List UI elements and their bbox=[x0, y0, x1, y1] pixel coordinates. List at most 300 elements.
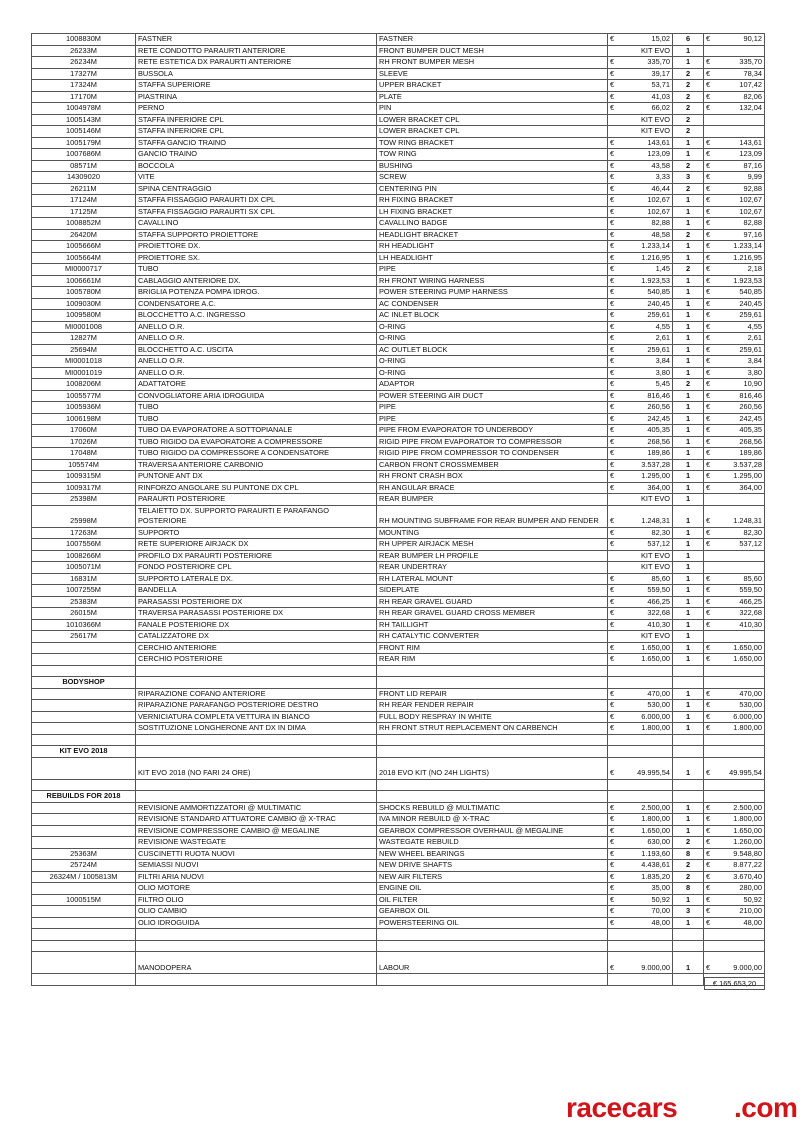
english-description-cell: PIPE bbox=[377, 413, 608, 425]
euro-sign: € bbox=[706, 402, 711, 411]
unit-price-cell bbox=[608, 183, 673, 195]
quantity-cell: 1 bbox=[673, 241, 704, 253]
english-description-cell: RH FRONT CRASH BOX bbox=[377, 471, 608, 483]
part-code-cell: 105574M bbox=[32, 459, 136, 471]
part-code-cell bbox=[32, 940, 136, 952]
table-row bbox=[32, 80, 765, 92]
line-total-cell bbox=[704, 114, 765, 126]
unit-price-cell bbox=[608, 45, 673, 57]
unit-price-value: 242,45 bbox=[647, 413, 670, 423]
english-description-cell bbox=[377, 665, 608, 677]
unit-price-value: 1.650,00 bbox=[641, 825, 670, 835]
line-total-value: 9,99 bbox=[747, 172, 762, 181]
euro-sign: € bbox=[706, 287, 711, 296]
italian-description-cell: TELAIETTO DX. SUPPORTO PARAURTI E PARAFANGO POSTERIORE bbox=[136, 505, 377, 527]
english-description-cell: O-RING bbox=[377, 367, 608, 379]
part-code-cell: 1009317M bbox=[32, 482, 136, 494]
euro-sign: € bbox=[610, 310, 615, 319]
english-description-cell: PIPE bbox=[377, 402, 608, 414]
table-row bbox=[32, 848, 765, 860]
euro-sign: € bbox=[610, 344, 615, 354]
italian-description-cell: TRAVERSA PARASASSI POSTERIORE DX bbox=[136, 608, 377, 620]
unit-price-value: KIT EVO bbox=[640, 550, 670, 560]
italian-description-cell: RETE CONDOTTO PARAURTI ANTERIORE bbox=[136, 45, 377, 57]
euro-sign: € bbox=[706, 275, 711, 285]
table-row bbox=[32, 195, 765, 207]
part-code-cell: BODYSHOP bbox=[32, 677, 136, 689]
english-description-cell: RH FRONT STRUT REPLACEMENT ON CARBENCH bbox=[377, 723, 608, 735]
table-row bbox=[32, 505, 765, 527]
parts-table bbox=[31, 33, 765, 986]
line-total-value: 410,30 bbox=[739, 619, 762, 629]
line-total-cell bbox=[704, 871, 765, 883]
italian-description-cell: BRIGLIA POTENZA POMPA IDROG. bbox=[136, 287, 377, 299]
english-description-cell: RH REAR GRAVEL GUARD bbox=[377, 596, 608, 608]
quantity-cell: 1 bbox=[673, 448, 704, 460]
table-row bbox=[32, 183, 765, 195]
euro-sign: € bbox=[706, 837, 711, 846]
line-total-value: 97,16 bbox=[743, 229, 762, 239]
part-code-cell: MI0001018 bbox=[32, 356, 136, 368]
euro-sign: € bbox=[610, 814, 615, 823]
english-description-cell: CAVALLINO BADGE bbox=[377, 218, 608, 230]
italian-description-cell: PUNTONE ANT DX bbox=[136, 471, 377, 483]
line-total-value: 364,00 bbox=[739, 482, 762, 492]
euro-sign: € bbox=[610, 436, 615, 446]
unit-price-value: 3,84 bbox=[655, 356, 670, 365]
unit-price-value: 123,09 bbox=[647, 149, 670, 158]
part-code-cell bbox=[32, 642, 136, 654]
line-total-cell bbox=[704, 746, 765, 758]
english-description-cell: LABOUR bbox=[377, 952, 608, 974]
euro-sign: € bbox=[706, 654, 711, 663]
table-row bbox=[32, 654, 765, 666]
italian-description-cell: CERCHIO POSTERIORE bbox=[136, 654, 377, 666]
italian-description-cell bbox=[136, 940, 377, 952]
part-code-cell: 1005936M bbox=[32, 402, 136, 414]
line-total-cell bbox=[704, 160, 765, 172]
english-description-cell: TOW RING bbox=[377, 149, 608, 161]
unit-price-cell bbox=[608, 57, 673, 69]
english-description-cell: RH REAR FENDER REPAIR bbox=[377, 700, 608, 712]
italian-description-cell: OLIO IDROGUIDA bbox=[136, 917, 377, 929]
line-total-cell bbox=[704, 654, 765, 666]
unit-price-value: 1.295,00 bbox=[641, 471, 670, 480]
part-code-cell: 1005179M bbox=[32, 137, 136, 149]
line-total-value: 82,30 bbox=[743, 527, 762, 537]
italian-description-cell bbox=[136, 665, 377, 677]
quantity-cell bbox=[673, 779, 704, 791]
euro-sign: € bbox=[706, 425, 711, 434]
table-row bbox=[32, 940, 765, 952]
italian-description-cell bbox=[136, 677, 377, 689]
english-description-cell: POWER STEERING AIR DUCT bbox=[377, 390, 608, 402]
english-description-cell: POWERSTEERING OIL bbox=[377, 917, 608, 929]
part-code-cell: 26234M bbox=[32, 57, 136, 69]
italian-description-cell: REVISIONE COMPRESSORE CAMBIO @ MEGALINE bbox=[136, 825, 377, 837]
table-row bbox=[32, 344, 765, 356]
line-total-cell bbox=[704, 917, 765, 929]
italian-description-cell: STAFFA SUPPORTO PROIETTORE bbox=[136, 229, 377, 241]
line-total-cell bbox=[704, 218, 765, 230]
line-total-value: 1.923,53 bbox=[733, 275, 762, 285]
unit-price-value: 102,67 bbox=[647, 206, 670, 216]
part-code-cell bbox=[32, 734, 136, 746]
unit-price-cell bbox=[608, 310, 673, 322]
part-code-cell bbox=[32, 917, 136, 929]
euro-sign: € bbox=[706, 195, 711, 204]
euro-sign: € bbox=[706, 860, 711, 869]
euro-sign: € bbox=[610, 356, 615, 365]
italian-description-cell: CATALIZZATORE DX bbox=[136, 631, 377, 643]
quantity-cell: 1 bbox=[673, 344, 704, 356]
euro-sign: € bbox=[706, 218, 711, 227]
english-description-cell: HEADLIGHT BRACKET bbox=[377, 229, 608, 241]
unit-price-value: KIT EVO bbox=[640, 562, 670, 571]
euro-sign: € bbox=[610, 459, 615, 469]
quantity-cell: 1 bbox=[673, 298, 704, 310]
euro-sign: € bbox=[610, 596, 615, 606]
italian-description-cell: REVISIONE AMMORTIZZATORI @ MULTIMATIC bbox=[136, 802, 377, 814]
euro-sign: € bbox=[706, 413, 711, 423]
unit-price-cell bbox=[608, 252, 673, 264]
euro-sign: € bbox=[610, 962, 615, 972]
euro-sign: € bbox=[706, 91, 711, 101]
euro-sign: € bbox=[706, 768, 711, 777]
italian-description-cell: FONDO POSTERIORE CPL bbox=[136, 562, 377, 574]
line-total-value: 259,61 bbox=[739, 310, 762, 319]
unit-price-cell bbox=[608, 952, 673, 974]
quantity-cell: 1 bbox=[673, 619, 704, 631]
quantity-cell: 1 bbox=[673, 700, 704, 712]
line-total-cell bbox=[704, 562, 765, 574]
english-description-cell: RH FIXING BRACKET bbox=[377, 195, 608, 207]
line-total-value: 466,25 bbox=[739, 596, 762, 606]
line-total-value: 1.650,00 bbox=[733, 654, 762, 663]
section-row bbox=[32, 677, 765, 689]
unit-price-cell bbox=[608, 585, 673, 597]
line-total-cell bbox=[704, 206, 765, 218]
unit-price-cell bbox=[608, 494, 673, 506]
euro-sign: € bbox=[610, 252, 615, 262]
unit-price-cell bbox=[608, 298, 673, 310]
euro-sign: € bbox=[610, 871, 615, 881]
euro-sign: € bbox=[610, 608, 615, 617]
quantity-cell: 3 bbox=[673, 172, 704, 184]
euro-sign: € bbox=[706, 172, 711, 181]
part-code-cell: 1009315M bbox=[32, 471, 136, 483]
euro-sign: € bbox=[610, 642, 615, 652]
unit-price-value: 1.233,14 bbox=[641, 241, 670, 250]
part-code-cell: 26015M bbox=[32, 608, 136, 620]
english-description-cell bbox=[377, 791, 608, 803]
english-description-cell: TOW RING BRACKET bbox=[377, 137, 608, 149]
unit-price-cell bbox=[608, 539, 673, 551]
quantity-cell: 2 bbox=[673, 379, 704, 391]
euro-sign: € bbox=[610, 298, 615, 308]
table-row bbox=[32, 482, 765, 494]
unit-price-cell bbox=[608, 791, 673, 803]
part-code-cell bbox=[32, 779, 136, 791]
unit-price-cell bbox=[608, 906, 673, 918]
line-total-value: 82,06 bbox=[743, 91, 762, 101]
part-code-cell: 17124M bbox=[32, 195, 136, 207]
unit-price-cell bbox=[608, 550, 673, 562]
unit-price-value: 39,17 bbox=[651, 68, 670, 78]
line-total-cell bbox=[704, 494, 765, 506]
euro-sign: € bbox=[610, 516, 615, 525]
line-total-cell bbox=[704, 848, 765, 860]
english-description-cell: NEW DRIVE SHAFTS bbox=[377, 860, 608, 872]
part-code-cell: 1008266M bbox=[32, 550, 136, 562]
quantity-cell: 1 bbox=[673, 688, 704, 700]
quantity-cell: 1 bbox=[673, 654, 704, 666]
italian-description-cell: ANELLO O.R. bbox=[136, 333, 377, 345]
part-code-cell: 1008206M bbox=[32, 379, 136, 391]
table-row bbox=[32, 871, 765, 883]
table-row bbox=[32, 91, 765, 103]
euro-sign: € bbox=[610, 218, 615, 227]
unit-price-cell bbox=[608, 34, 673, 46]
table-row bbox=[32, 929, 765, 941]
unit-price-cell bbox=[608, 356, 673, 368]
english-description-cell bbox=[377, 974, 608, 986]
part-code-cell bbox=[32, 723, 136, 735]
quantity-cell: 6 bbox=[673, 34, 704, 46]
line-total-value: 559,50 bbox=[739, 585, 762, 594]
table-row bbox=[32, 45, 765, 57]
line-total-cell bbox=[704, 275, 765, 287]
line-total-value: 1.650,00 bbox=[733, 642, 762, 652]
unit-price-cell bbox=[608, 974, 673, 986]
quantity-cell: 1 bbox=[673, 356, 704, 368]
unit-price-value: KIT EVO bbox=[640, 126, 670, 135]
italian-description-cell: PROIETTORE DX. bbox=[136, 241, 377, 253]
unit-price-value: 66,02 bbox=[651, 103, 670, 112]
quantity-cell bbox=[673, 746, 704, 758]
line-total-value: 335,70 bbox=[739, 57, 762, 66]
line-total-cell bbox=[704, 596, 765, 608]
line-total-cell bbox=[704, 814, 765, 826]
table-row bbox=[32, 952, 765, 974]
euro-sign: € bbox=[610, 848, 615, 858]
quantity-cell: 2 bbox=[673, 114, 704, 126]
italian-description-cell bbox=[136, 974, 377, 986]
unit-price-cell bbox=[608, 619, 673, 631]
unit-price-cell bbox=[608, 848, 673, 860]
unit-price-cell bbox=[608, 596, 673, 608]
italian-description-cell: SUPPORTO bbox=[136, 527, 377, 539]
table-row bbox=[32, 562, 765, 574]
part-code-cell bbox=[32, 654, 136, 666]
unit-price-value: 85,60 bbox=[651, 573, 670, 583]
italian-description-cell: OLIO CAMBIO bbox=[136, 906, 377, 918]
line-total-cell bbox=[704, 57, 765, 69]
line-total-cell bbox=[704, 241, 765, 253]
part-code-cell: 1005577M bbox=[32, 390, 136, 402]
euro-sign: € bbox=[610, 103, 615, 112]
line-total-value: 280,00 bbox=[739, 883, 762, 892]
unit-price-cell bbox=[608, 241, 673, 253]
italian-description-cell: RIPARAZIONE COFANO ANTERIORE bbox=[136, 688, 377, 700]
euro-sign: € bbox=[706, 906, 711, 915]
euro-sign: € bbox=[706, 149, 711, 158]
line-total-cell bbox=[704, 448, 765, 460]
line-total-cell bbox=[704, 229, 765, 241]
italian-description-cell bbox=[136, 779, 377, 791]
unit-price-cell bbox=[608, 264, 673, 276]
english-description-cell bbox=[377, 746, 608, 758]
line-total-cell bbox=[704, 321, 765, 333]
line-total-cell bbox=[704, 619, 765, 631]
english-description-cell: RIGID PIPE FROM EVAPORATOR TO COMPRESSOR bbox=[377, 436, 608, 448]
euro-sign: € bbox=[706, 356, 711, 365]
italian-description-cell: ADATTATORE bbox=[136, 379, 377, 391]
unit-price-cell bbox=[608, 160, 673, 172]
euro-sign: € bbox=[706, 573, 711, 583]
part-code-cell bbox=[32, 883, 136, 895]
unit-price-cell bbox=[608, 631, 673, 643]
line-total-value: 1.650,00 bbox=[733, 825, 762, 835]
table-row bbox=[32, 700, 765, 712]
english-description-cell bbox=[377, 779, 608, 791]
unit-price-cell bbox=[608, 734, 673, 746]
quantity-cell: 2 bbox=[673, 183, 704, 195]
quantity-cell: 1 bbox=[673, 608, 704, 620]
quantity-cell: 1 bbox=[673, 137, 704, 149]
unit-price-value: 2,61 bbox=[655, 333, 670, 342]
euro-sign: € bbox=[706, 688, 711, 698]
italian-description-cell: FILTRI ARIA NUOVI bbox=[136, 871, 377, 883]
unit-price-cell bbox=[608, 940, 673, 952]
line-total-cell bbox=[704, 310, 765, 322]
part-code-cell: 25398M bbox=[32, 494, 136, 506]
italian-description-cell: RIPARAZIONE PARAFANGO POSTERIORE DESTRO bbox=[136, 700, 377, 712]
euro-sign: € bbox=[610, 883, 615, 892]
line-total-value: 78,34 bbox=[743, 68, 762, 78]
unit-price-value: 3,33 bbox=[655, 172, 670, 181]
part-code-cell: 1009580M bbox=[32, 310, 136, 322]
unit-price-value: 35,00 bbox=[651, 883, 670, 892]
part-code-cell: 26233M bbox=[32, 45, 136, 57]
line-total-cell bbox=[704, 137, 765, 149]
euro-sign: € bbox=[610, 688, 615, 698]
quantity-cell: 2 bbox=[673, 103, 704, 115]
unit-price-cell bbox=[608, 665, 673, 677]
italian-description-cell: MANODOPERA bbox=[136, 952, 377, 974]
unit-price-value: 259,61 bbox=[647, 310, 670, 319]
unit-price-cell bbox=[608, 172, 673, 184]
italian-description-cell: PARAURTI POSTERIORE bbox=[136, 494, 377, 506]
part-code-cell: 26324M / 1005813M bbox=[32, 871, 136, 883]
part-code-cell: 1005666M bbox=[32, 241, 136, 253]
unit-price-value: KIT EVO bbox=[640, 45, 670, 55]
part-code-cell bbox=[32, 711, 136, 723]
line-total-cell bbox=[704, 677, 765, 689]
table-row bbox=[32, 252, 765, 264]
table-row bbox=[32, 494, 765, 506]
italian-description-cell: GANCIO TRAINO bbox=[136, 149, 377, 161]
line-total-cell bbox=[704, 631, 765, 643]
english-description-cell: FASTNER bbox=[377, 34, 608, 46]
line-total-cell bbox=[704, 711, 765, 723]
quantity-cell: 1 bbox=[673, 527, 704, 539]
euro-sign: € bbox=[706, 321, 711, 331]
line-total-cell bbox=[704, 539, 765, 551]
unit-price-cell bbox=[608, 711, 673, 723]
unit-price-value: 364,00 bbox=[647, 482, 670, 492]
euro-sign: € bbox=[706, 619, 711, 629]
euro-sign: € bbox=[706, 585, 711, 594]
line-total-value: 48,00 bbox=[743, 917, 762, 927]
italian-description-cell: STAFFA INFERIORE CPL bbox=[136, 114, 377, 126]
table-row bbox=[32, 688, 765, 700]
unit-price-cell bbox=[608, 642, 673, 654]
part-code-cell: 26211M bbox=[32, 183, 136, 195]
line-total-value: 9.000,00 bbox=[733, 962, 762, 972]
euro-sign: € bbox=[706, 390, 711, 400]
euro-sign: € bbox=[706, 962, 711, 972]
quantity-cell: 1 bbox=[673, 642, 704, 654]
english-description-cell: RH REAR GRAVEL GUARD CROSS MEMBER bbox=[377, 608, 608, 620]
part-code-cell: 1007686M bbox=[32, 149, 136, 161]
quantity-cell: 1 bbox=[673, 310, 704, 322]
unit-price-value: 2.500,00 bbox=[641, 802, 670, 812]
unit-price-cell bbox=[608, 779, 673, 791]
quantity-cell: 1 bbox=[673, 952, 704, 974]
euro-sign: € bbox=[706, 367, 711, 377]
quantity-cell: 2 bbox=[673, 871, 704, 883]
euro-sign: € bbox=[610, 241, 615, 250]
line-total-cell bbox=[704, 734, 765, 746]
unit-price-cell bbox=[608, 137, 673, 149]
line-total-cell bbox=[704, 91, 765, 103]
english-description-cell: PIPE FROM EVAPORATOR TO UNDERBODY bbox=[377, 425, 608, 437]
unit-price-cell bbox=[608, 860, 673, 872]
euro-sign: € bbox=[706, 608, 711, 617]
unit-price-cell bbox=[608, 402, 673, 414]
euro-sign: € bbox=[610, 471, 615, 480]
euro-sign: € bbox=[706, 642, 711, 652]
euro-sign: € bbox=[706, 252, 711, 262]
unit-price-cell bbox=[608, 80, 673, 92]
unit-price-cell bbox=[608, 367, 673, 379]
english-description-cell: SLEEVE bbox=[377, 68, 608, 80]
english-description-cell bbox=[377, 734, 608, 746]
quantity-cell: 1 bbox=[673, 218, 704, 230]
table-row bbox=[32, 631, 765, 643]
line-total-value: 537,12 bbox=[739, 539, 762, 548]
euro-sign: € bbox=[610, 768, 615, 777]
italian-description-cell: ANELLO O.R. bbox=[136, 367, 377, 379]
unit-price-value: 1.650,00 bbox=[641, 654, 670, 663]
quantity-cell: 1 bbox=[673, 321, 704, 333]
quantity-cell: 1 bbox=[673, 390, 704, 402]
italian-description-cell: SOSTITUZIONE LONGHERONE ANT DX IN DIMA bbox=[136, 723, 377, 735]
english-description-cell: RH HEADLIGHT bbox=[377, 241, 608, 253]
unit-price-value: 240,45 bbox=[647, 298, 670, 308]
line-total-cell bbox=[704, 665, 765, 677]
unit-price-value: 1.800,00 bbox=[641, 814, 670, 823]
quantity-cell: 1 bbox=[673, 195, 704, 207]
table-row bbox=[32, 757, 765, 779]
unit-price-value: 1.248,31 bbox=[641, 516, 670, 525]
unit-price-cell bbox=[608, 482, 673, 494]
line-total-cell bbox=[704, 356, 765, 368]
unit-price-cell bbox=[608, 425, 673, 437]
part-code-cell bbox=[32, 688, 136, 700]
unit-price-cell bbox=[608, 321, 673, 333]
